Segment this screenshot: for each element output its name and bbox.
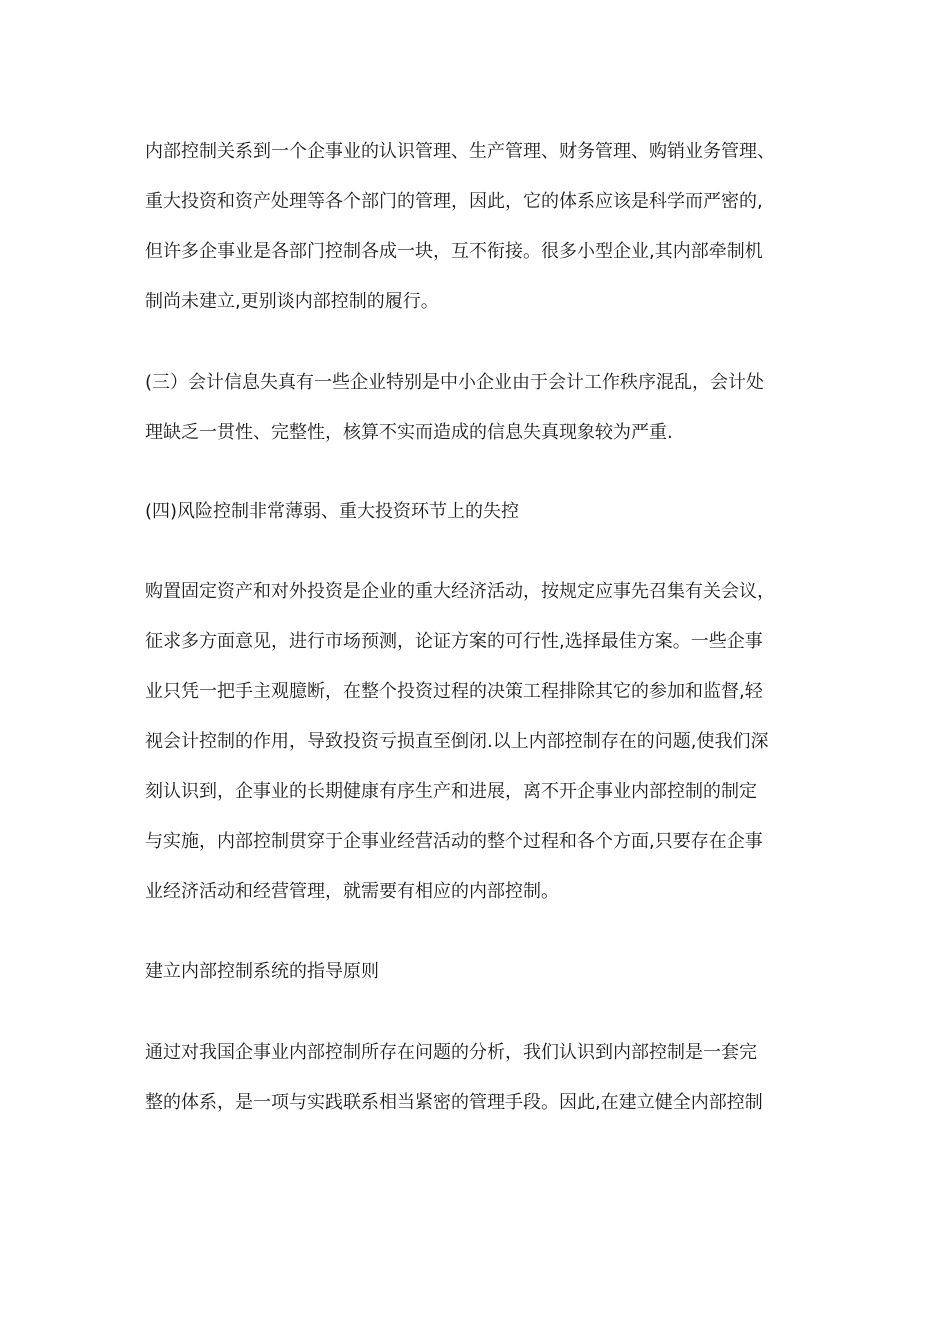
paragraph-2-line-2: 理缺乏一贯性、完整性，核算不实而造成的信息失真现象较为严重. [145, 422, 673, 443]
paragraph-3-line-3: 业只凭一把手主观臆断，在整个投资过程的决策工程排除其它的参加和监督,轻 [145, 681, 763, 702]
paragraph-1-line-1: 内部控制关系到一个企事业的认识管理、生产管理、财务管理、购销业务管理、 [145, 141, 775, 162]
paragraph-3-line-7: 业经济活动和经营管理，就需要有相应的内部控制。 [145, 881, 559, 902]
paragraph-4-line-1: 通过对我国企事业内部控制所存在问题的分析，我们认识到内部控制是一套完 [145, 1042, 757, 1063]
paragraph-1-line-2: 重大投资和资产处理等各个部门的管理，因此，它的体系应该是科学而严密的, [145, 191, 763, 212]
paragraph-3-line-4: 视会计控制的作用，导致投资亏损直至倒闭.以上内部控制存在的问题,使我们深 [145, 731, 769, 752]
section-heading-principles: 建立内部控制系统的指导原则 [145, 961, 379, 982]
paragraph-1-line-3: 但许多企事业是各部门控制各成一块，互不衔接。很多小型企业,其内部牵制机 [145, 241, 763, 262]
paragraph-1-line-4: 制尚未建立,更别谈内部控制的履行。 [145, 291, 439, 312]
paragraph-3-line-2: 征求多方面意见，进行市场预测，论证方案的可行性,选择最佳方案。一些企事 [145, 631, 763, 652]
section-heading-4: (四)风险控制非常薄弱、重大投资环节上的失控 [145, 501, 520, 522]
paragraph-4-line-2: 整的体系，是一项与实践联系相当紧密的管理手段。因此,在建立健全内部控制 [145, 1092, 763, 1113]
paragraph-2-line-1: (三）会计信息失真有一些企业特别是中小企业由于会计工作秩序混乱，会计处 [145, 372, 765, 393]
paragraph-3-line-6: 与实施，内部控制贯穿于企事业经营活动的整个过程和各个方面,只要存在企事 [145, 831, 763, 852]
paragraph-3-line-5: 刻认识到，企事业的长期健康有序生产和进展，离不开企事业内部控制的制定 [145, 781, 757, 802]
paragraph-3-line-1: 购置固定资产和对外投资是企业的重大经济活动，按规定应事先召集有关会议， [145, 581, 775, 602]
